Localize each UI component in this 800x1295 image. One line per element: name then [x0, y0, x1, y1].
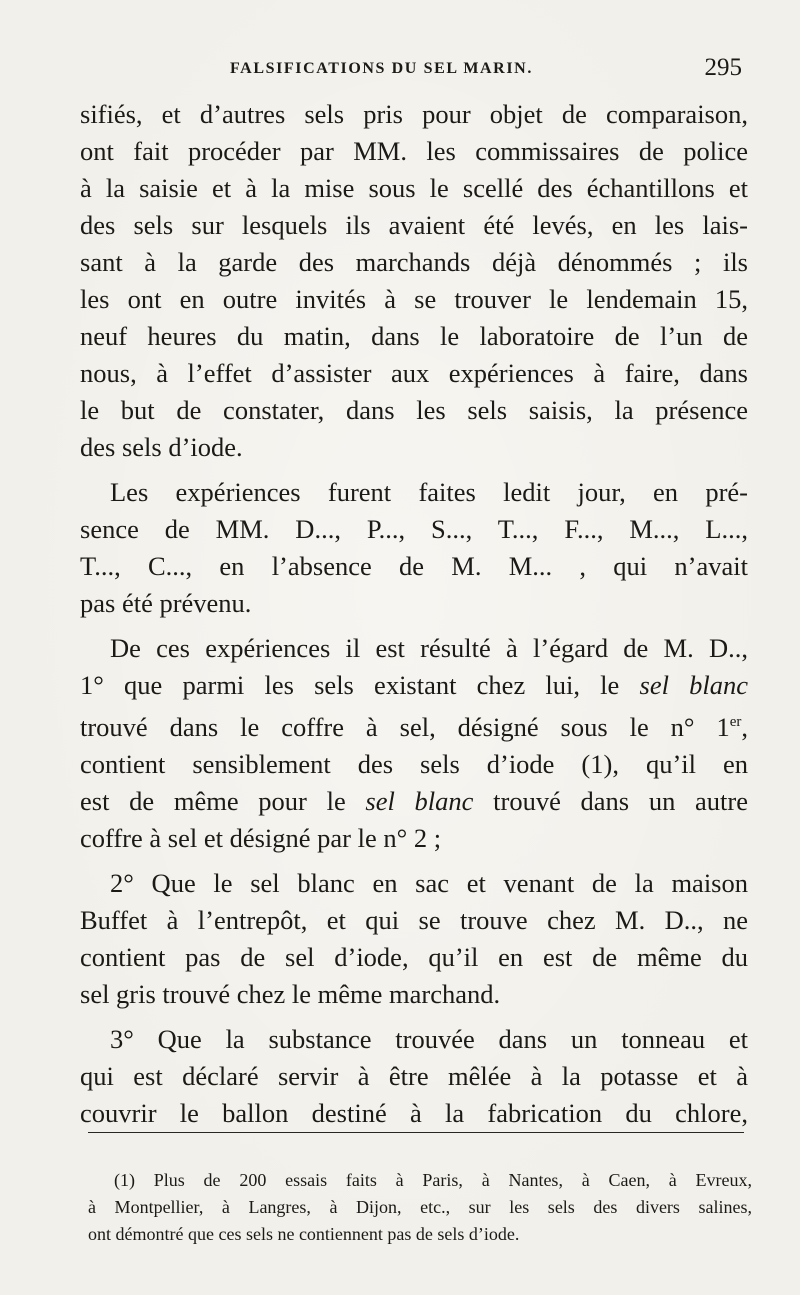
- paragraph-5: [80, 1021, 748, 1132]
- text-line: Les expériences furent faites ledit jour, en pré-: [110, 477, 748, 507]
- footnote-divider: [88, 1132, 744, 1133]
- text-line: 2° Que le sel blanc en sac et venant de la maison: [110, 868, 748, 898]
- text-line: [80, 704, 748, 746]
- text-fragment: ,: [741, 712, 748, 742]
- text-fragment: 1° que parmi les sels existant chez lui, le: [80, 670, 640, 700]
- footnote-line: ont démontré que ces sels ne contiennent pas de sels d’iode.: [88, 1224, 520, 1244]
- paragraph-4: [80, 865, 748, 1013]
- text-line: Buffet à l’entrepôt, et qui se trouve chez M. D.., ne: [80, 905, 748, 935]
- text-line: contient sensiblement des sels d’iode (1), qu’il en: [80, 749, 748, 779]
- text-fragment: trouvé dans le coffre à sel, désigné sous le n° 1: [80, 712, 730, 742]
- text-line: le but de constater, dans les sels saisis, la présence: [80, 395, 748, 425]
- text-line: les ont en outre invités à se trouver le lendemain 15,: [80, 284, 748, 314]
- text-line: qui est déclaré servir à être mêlée à la potasse et à: [80, 1061, 748, 1091]
- superscript: er: [729, 714, 742, 730]
- text-line: des sels sur lesquels ils avaient été levés, en les lais-: [80, 210, 748, 240]
- text-line: 3° Que la substance trouvée dans un tonneau et: [110, 1024, 748, 1054]
- text-line: ont fait procéder par MM. les commissaires de police: [80, 136, 748, 166]
- text-line: des sels d’iode.: [80, 432, 243, 462]
- text-line: coffre à sel et désigné par le n° 2 ;: [80, 823, 442, 853]
- text-line: sifiés, et d’autres sels pris pour objet de comparaison,: [80, 99, 748, 129]
- text-fragment: trouvé dans un autre: [473, 786, 748, 816]
- text-line: sence de MM. D..., P..., S..., T..., F..., M..., L...,: [80, 514, 748, 544]
- text-line: pas été prévenu.: [80, 588, 252, 618]
- running-head: FALSIFICATIONS DU SEL MARIN.: [230, 60, 533, 77]
- footnote-line: à Montpellier, à Langres, à Dijon, etc., sur les sels des divers salines,: [88, 1197, 752, 1217]
- text-line: T..., C..., en l’absence de M. M... , qui n’avait: [80, 551, 748, 581]
- text-line: [80, 667, 748, 704]
- italic-term: sel blanc: [639, 670, 749, 700]
- body-text: [80, 96, 748, 1132]
- page-number: 295: [704, 54, 742, 81]
- italic-term: sel blanc: [365, 786, 474, 816]
- text-line: neuf heures du matin, dans le laboratoire de l’un de: [80, 321, 748, 351]
- paragraph-1: [80, 96, 748, 466]
- footnote: [88, 1167, 752, 1248]
- footnote-line: (1) Plus de 200 essais faits à Paris, à Nantes, à Caen, à Evreux,: [114, 1170, 752, 1190]
- text-line: [80, 783, 748, 820]
- text-fragment: est de même pour le: [80, 786, 366, 816]
- paragraph-3: [80, 630, 748, 857]
- text-line: contient pas de sel d’iode, qu’il en est de même du: [80, 942, 748, 972]
- text-line: De ces expériences il est résulté à l’égard de M. D..,: [110, 633, 748, 663]
- page-header: [200, 54, 742, 88]
- text-line: à la saisie et à la mise sous le scellé des échantillons et: [80, 173, 748, 203]
- paragraph-2: [80, 474, 748, 622]
- text-line: nous, à l’effet d’assister aux expériences à faire, dans: [80, 358, 748, 388]
- text-line: sant à la garde des marchands déjà dénommés ; ils: [80, 247, 748, 277]
- text-line: sel gris trouvé chez le même marchand.: [80, 979, 501, 1009]
- text-line: couvrir le ballon destiné à la fabrication du chlore,: [80, 1098, 748, 1128]
